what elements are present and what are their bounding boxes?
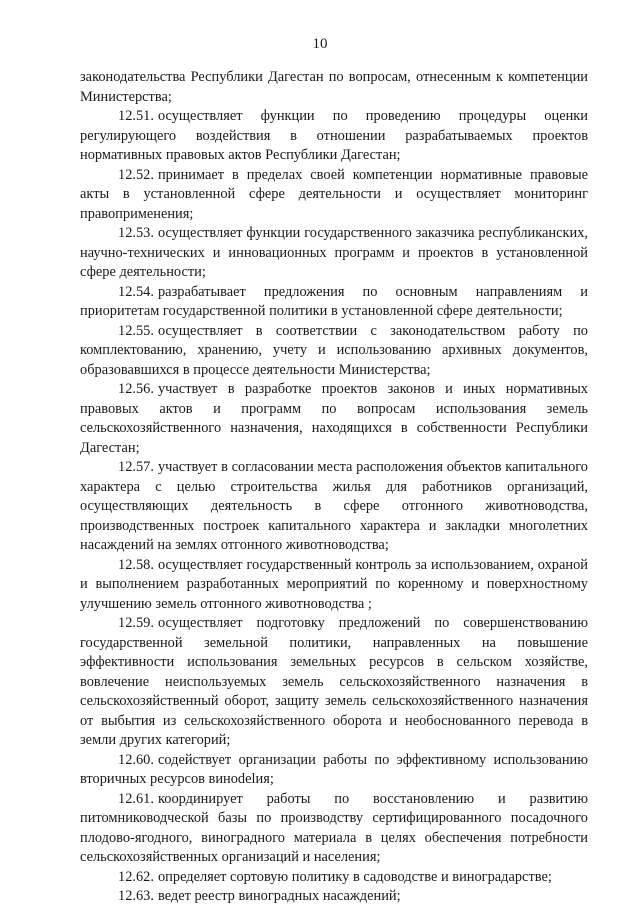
paragraph-continuation [80,68,588,107]
paragraph-12-59 [80,614,588,751]
paragraph-text: разрабатывает предложения по основным направлениям и приоритетам государственной политики в установленной сфере деятельности; [80,283,588,319]
paragraph-text: осуществляет в соответствии с законодательством работу по комплектованию, хранению, учету и использованию архивных документов, образовавшихся в процессе деятельности Министерства; [80,322,588,378]
paragraph-text: содействует организации работы по эффективному использованию вторичных ресурсов винodelия; [80,751,588,787]
paragraph-text: осуществляет функции государственного заказчика республиканских, научно-технических и инновационных программ и проектов в установленной сфере деятельности; [80,225,588,280]
paragraph-12-56 [80,380,588,458]
paragraph-number: 12.61. [118,790,154,807]
paragraph-text: осуществляет функции по проведению процедуры оценки регулирующего воздействия в отношении разрабатываемых проектов нормативных правовых актов Республики Дагестан; [80,108,588,163]
paragraph-text: координирует работы по восстановлению и развитию питомниководческой базы по производству сертифицированного посадочного плодово-ягодного, виноградного материала в целях обеспечения потребности сельскохозяйственных организаций и населения; [80,790,588,865]
paragraph-12-54 [80,283,588,322]
paragraph-number: 12.54. [118,283,154,300]
paragraph-text: участвует в согласовании места расположения объектов капитального характера с целью строительства жилья для работников организаций, осуществляющих деятельность в сфере отгонного животноводства, производственных построек капитального характера и закладки многолетних насаждений на землях отгонного животноводства; [80,459,588,553]
paragraph-number: 12.57. [118,459,154,475]
paragraph-text: определяет сортовую политику в садоводстве и виноградарстве; [157,868,552,885]
paragraph-12-52 [80,166,588,225]
paragraph-number: 12.59. [118,615,154,631]
paragraph-text: участвует в разработке проектов законов и иных нормативных правовых актов и программ по вопросам использования земель сельскохозяйственного назначения, находящихся в собственности Республики Дагестан; [80,381,588,456]
paragraph-12-61 [80,790,588,868]
paragraph-text: законодательства Республики Дагестан по вопросам, отнесенным к компетенции Министерства; [80,69,588,105]
paragraph-12-63 [80,887,588,907]
paragraph-12-58 [80,556,588,615]
paragraph-text: осуществляет подготовку предложений по совершенствованию государственной земельной политики, направленных на повышение эффективности использования земельных ресурсов в сельском хозяйстве, вовлечение неиспользуемых земель сельскохозяйственного назначения в сельскохозяйственный оборот, защиту земель сельскохозяйственного назначения от выбытия из сельскохозяйственного оборота и необоснованного перевода в земли других категорий; [80,615,588,748]
paragraph-12-60 [80,751,588,790]
paragraph-number: 12.58. [118,556,154,573]
paragraph-number: 12.63. [118,888,154,904]
page-number: 10 [312,36,328,52]
paragraph-number: 12.51. [118,108,154,124]
paragraph-text: ведет реестр виноградных насаждений; [157,888,401,904]
paragraph-number: 12.55. [118,322,154,339]
paragraph-12-55 [80,322,588,381]
paragraph-12-53 [80,224,588,283]
paragraph-number: 12.52. [118,166,154,183]
paragraph-12-51 [80,107,588,166]
paragraph-number: 12.62. [118,868,154,885]
paragraph-text: принимает в пределах своей компетенции нормативные правовые акты в установленной сфере деятельности и осуществляет мониторинг правоприменения; [80,166,588,222]
paragraph-text: осуществляет государственный контроль за использованием, охраной и выполнением разработанных мероприятий по коренному и поверхностному улучшению земель отгонного животноводства ; [80,556,588,612]
paragraph-number: 12.60. [118,751,154,768]
document-body [80,68,588,907]
paragraph-number: 12.56. [118,381,154,397]
paragraph-12-62 [80,868,588,888]
paragraph-number: 12.53. [118,225,154,241]
paragraph-12-57 [80,458,588,556]
